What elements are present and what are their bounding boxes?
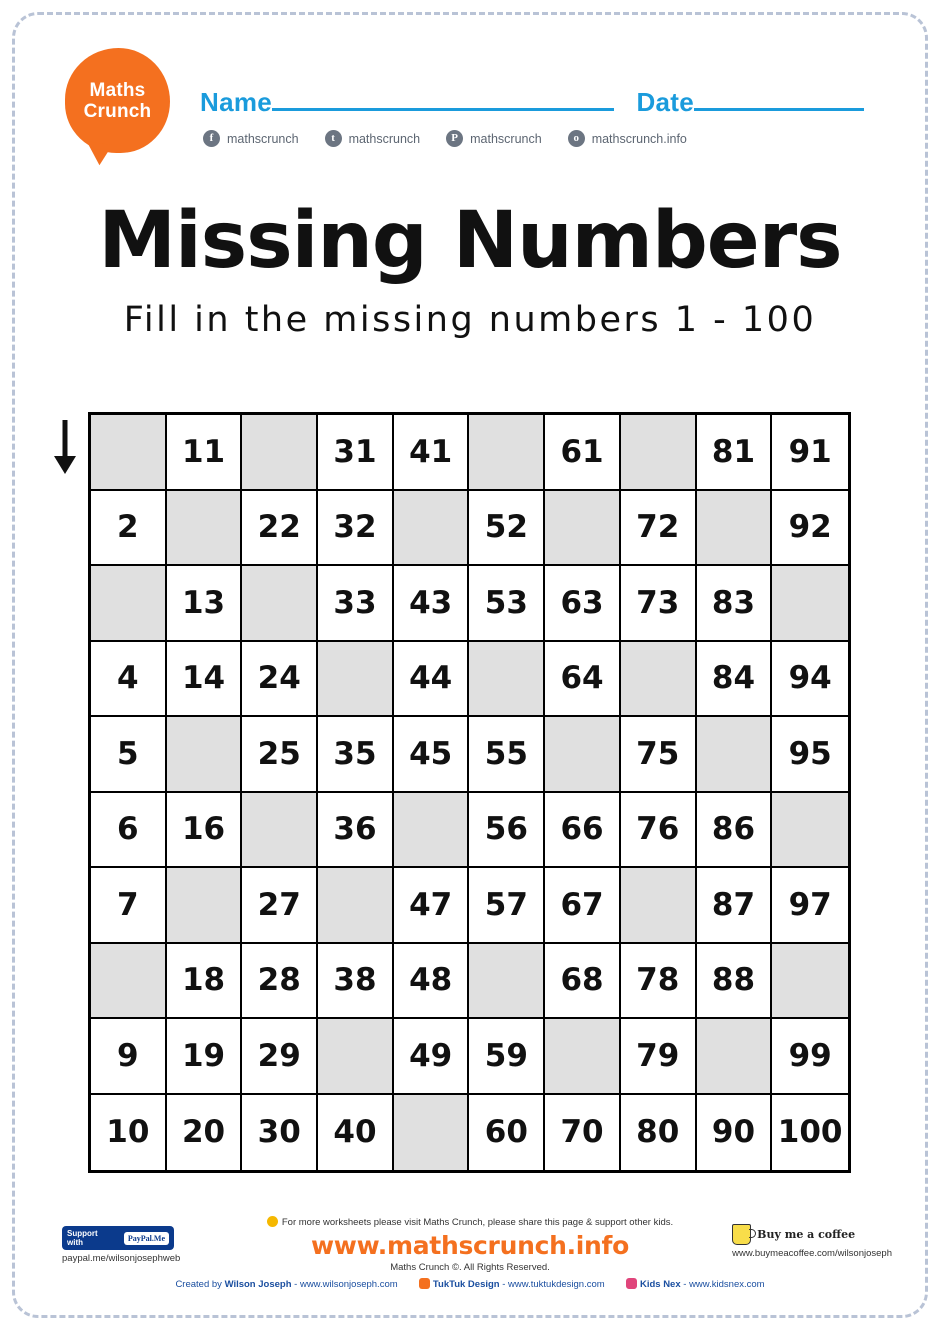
grid-cell-number[interactable]: 80 — [621, 1095, 697, 1171]
grid-cell-number[interactable]: 76 — [621, 793, 697, 869]
grid-cell-number[interactable]: 32 — [318, 491, 394, 567]
page-footer — [0, 1196, 940, 1306]
grid-cell-number[interactable]: 52 — [469, 491, 545, 567]
grid-cell-blank[interactable] — [91, 566, 167, 642]
name-date-row — [200, 86, 900, 120]
grid-cell-number[interactable]: 75 — [621, 717, 697, 793]
logo-line-1: Maths — [89, 79, 146, 101]
grid-cell-blank[interactable] — [621, 642, 697, 718]
page-subtitle: Fill in the missing numbers 1 - 100 — [123, 300, 817, 340]
grid-cell-number[interactable]: 5 — [91, 717, 167, 793]
grid-cell-blank[interactable] — [621, 868, 697, 944]
credit-url[interactable]: - www.tuktukdesign.com — [499, 1279, 605, 1290]
grid-cell-number[interactable]: 91 — [772, 415, 848, 491]
paypal-support-line1: Support — [67, 1229, 98, 1238]
grid-cell-number[interactable]: 33 — [318, 566, 394, 642]
credit-url[interactable]: - www.wilsonjoseph.com — [291, 1279, 398, 1290]
grid-cell-number[interactable]: 24 — [242, 642, 318, 718]
grid-cell-number[interactable]: 25 — [242, 717, 318, 793]
grid-cell-number[interactable]: 2 — [91, 491, 167, 567]
grid-cell-blank[interactable] — [394, 491, 470, 567]
grid-cell-number[interactable]: 99 — [772, 1019, 848, 1095]
credit-url[interactable]: - www.kidsnex.com — [680, 1279, 765, 1290]
grid-cell-number[interactable]: 49 — [394, 1019, 470, 1095]
grid-cell-number[interactable]: 22 — [242, 491, 318, 567]
social-facebook[interactable] — [203, 130, 299, 147]
grid-cell-number[interactable]: 97 — [772, 868, 848, 944]
grid-cell-blank[interactable] — [167, 868, 243, 944]
grid-cell-number[interactable]: 29 — [242, 1019, 318, 1095]
grid-cell-number[interactable]: 38 — [318, 944, 394, 1020]
grid-cell-number[interactable]: 67 — [545, 868, 621, 944]
grid-cell-blank[interactable] — [772, 566, 848, 642]
grid-cell-number[interactable]: 4 — [91, 642, 167, 718]
buy-me-a-coffee[interactable] — [732, 1224, 892, 1259]
grid-cell-blank[interactable] — [91, 944, 167, 1020]
grid-cell-blank[interactable] — [772, 944, 848, 1020]
grid-cell-number[interactable]: 92 — [772, 491, 848, 567]
credit-created-by — [175, 1279, 397, 1290]
page-title: Missing Numbers — [98, 196, 842, 286]
grid-cell-blank[interactable] — [318, 868, 394, 944]
grid-cell-number[interactable]: 10 — [91, 1095, 167, 1171]
tuktuk-icon — [419, 1278, 430, 1289]
down-arrow-icon — [48, 418, 82, 478]
grid-cell-number[interactable]: 11 — [167, 415, 243, 491]
twitter-icon: t — [325, 130, 342, 147]
credit-name: Kids Nex — [639, 1279, 681, 1290]
grid-cell-number[interactable]: 79 — [621, 1019, 697, 1095]
grid-cell-number[interactable]: 31 — [318, 415, 394, 491]
grid-cell-number[interactable]: 44 — [394, 642, 470, 718]
grid-cell-number[interactable]: 57 — [469, 868, 545, 944]
name-input-line[interactable] — [272, 86, 614, 111]
paypal-link[interactable]: paypal.me/wilsonjosephweb — [62, 1253, 181, 1264]
grid-cell-blank[interactable] — [545, 717, 621, 793]
kidsnex-icon — [626, 1278, 637, 1289]
grid-cell-number[interactable]: 78 — [621, 944, 697, 1020]
grid-cell-blank[interactable] — [469, 642, 545, 718]
footer-website[interactable]: www.mathscrunch.info — [310, 1231, 629, 1260]
grid-cell-number[interactable]: 28 — [242, 944, 318, 1020]
grid-cell-number[interactable]: 64 — [545, 642, 621, 718]
name-label: Name — [200, 87, 273, 117]
social-links — [203, 130, 687, 147]
grid-cell-blank[interactable] — [772, 793, 848, 869]
logo-line-2: Crunch — [83, 100, 152, 122]
pinterest-icon: P — [446, 130, 463, 147]
credit-name: Wilson Joseph — [224, 1279, 292, 1290]
social-twitter[interactable] — [325, 130, 421, 147]
grid-cell-blank[interactable] — [545, 1019, 621, 1095]
grid-cell-blank[interactable] — [318, 642, 394, 718]
date-label: Date — [636, 87, 695, 117]
footer-rights: Maths Crunch ©. All Rights Reserved. — [390, 1262, 550, 1273]
credit-tuktuk — [433, 1279, 605, 1290]
grid-cell-number[interactable]: 47 — [394, 868, 470, 944]
hundreds-chart-grid — [88, 412, 851, 1173]
smiley-icon — [267, 1216, 278, 1227]
grid-cell-number[interactable]: 27 — [242, 868, 318, 944]
grid-cell-number[interactable]: 7 — [91, 868, 167, 944]
date-input-line[interactable] — [694, 86, 864, 111]
grid-cell-number[interactable]: 14 — [167, 642, 243, 718]
grid-cell-number[interactable]: 9 — [91, 1019, 167, 1095]
paypal-support-line2: with — [67, 1238, 83, 1247]
footer-credits — [0, 1278, 940, 1290]
grid-cell-number[interactable]: 36 — [318, 793, 394, 869]
grid-cell-number[interactable]: 59 — [469, 1019, 545, 1095]
grid-cell-number[interactable]: 56 — [469, 793, 545, 869]
grid-cell-number[interactable]: 72 — [621, 491, 697, 567]
grid-cell-number[interactable]: 73 — [621, 566, 697, 642]
logo-text — [65, 48, 170, 153]
grid-cell-number[interactable]: 68 — [545, 944, 621, 1020]
grid-cell-blank[interactable] — [167, 717, 243, 793]
credit-kidsnex — [640, 1279, 765, 1290]
grid-cell-number[interactable]: 53 — [469, 566, 545, 642]
social-handle: mathscrunch — [470, 131, 542, 146]
coffee-row — [732, 1224, 892, 1245]
grid-cell-number[interactable]: 18 — [167, 944, 243, 1020]
grid-cell-number[interactable]: 70 — [545, 1095, 621, 1171]
grid-cell-blank[interactable] — [242, 415, 318, 491]
coffee-label: Buy me a coffee — [757, 1228, 856, 1241]
social-pinterest[interactable] — [446, 130, 542, 147]
grid-cell-number[interactable]: 87 — [697, 868, 773, 944]
grid-cell-number[interactable]: 63 — [545, 566, 621, 642]
grid-cell-blank[interactable] — [394, 793, 470, 869]
grid-cell-number[interactable]: 90 — [697, 1095, 773, 1171]
page-header — [40, 38, 900, 168]
grid-cell-blank[interactable] — [697, 717, 773, 793]
grid-cell-number[interactable]: 13 — [167, 566, 243, 642]
social-handle: mathscrunch.info — [591, 131, 687, 146]
grid-cell-blank[interactable] — [394, 1095, 470, 1171]
grid-cell-blank[interactable] — [242, 793, 318, 869]
grid-cell-blank[interactable] — [91, 415, 167, 491]
grid-cell-number[interactable]: 45 — [394, 717, 470, 793]
grid-cell-number[interactable]: 86 — [697, 793, 773, 869]
grid-cell-number[interactable]: 43 — [394, 566, 470, 642]
grid-cell-number[interactable]: 48 — [394, 944, 470, 1020]
grid-cell-number[interactable]: 60 — [469, 1095, 545, 1171]
grid-cell-blank[interactable] — [318, 1019, 394, 1095]
grid-cell-blank[interactable] — [697, 1019, 773, 1095]
grid-cell-number[interactable]: 35 — [318, 717, 394, 793]
grid-cell-number[interactable]: 95 — [772, 717, 848, 793]
grid-cell-number[interactable]: 61 — [545, 415, 621, 491]
grid-cell-number[interactable]: 6 — [91, 793, 167, 869]
instagram-icon: o — [568, 130, 585, 147]
coffee-cup-icon — [732, 1224, 751, 1245]
grid-cell-blank[interactable] — [621, 415, 697, 491]
grid-cell-number[interactable]: 41 — [394, 415, 470, 491]
grid-cell-number[interactable]: 19 — [167, 1019, 243, 1095]
grid-cell-blank[interactable] — [545, 491, 621, 567]
grid-cell-blank[interactable] — [469, 415, 545, 491]
grid-cell-number[interactable]: 81 — [697, 415, 773, 491]
grid-cell-number[interactable]: 100 — [772, 1095, 848, 1171]
grid-cell-number[interactable]: 66 — [545, 793, 621, 869]
credit-name: TukTuk Design — [432, 1279, 500, 1290]
grid-cell-blank[interactable] — [697, 491, 773, 567]
grid-cell-number[interactable]: 16 — [167, 793, 243, 869]
grid-cell-blank[interactable] — [242, 566, 318, 642]
footer-note: For more worksheets please visit Maths Crunch, please share this page & support other kids. — [281, 1217, 674, 1228]
grid-cell-number[interactable]: 40 — [318, 1095, 394, 1171]
social-instagram[interactable] — [568, 130, 687, 147]
grid-cell-number[interactable]: 94 — [772, 642, 848, 718]
paypal-logo-icon: PayPal.Me — [124, 1232, 169, 1245]
facebook-icon: f — [203, 130, 220, 147]
coffee-url[interactable]: www.buymeacoffee.com/wilsonjoseph — [732, 1248, 892, 1259]
grid-cell-blank[interactable] — [167, 491, 243, 567]
social-handle: mathscrunch — [348, 131, 421, 146]
grid-cell-number[interactable]: 30 — [242, 1095, 318, 1171]
grid-cell-number[interactable]: 20 — [167, 1095, 243, 1171]
social-handle: mathscrunch — [227, 131, 299, 146]
grid-cell-number[interactable]: 84 — [697, 642, 773, 718]
grid-cell-number[interactable]: 88 — [697, 944, 773, 1020]
brand-logo — [65, 48, 170, 153]
grid-cell-blank[interactable] — [469, 944, 545, 1020]
credit-prefix: Created by — [175, 1279, 225, 1290]
grid-cell-number[interactable]: 83 — [697, 566, 773, 642]
grid-cell-number[interactable]: 55 — [469, 717, 545, 793]
